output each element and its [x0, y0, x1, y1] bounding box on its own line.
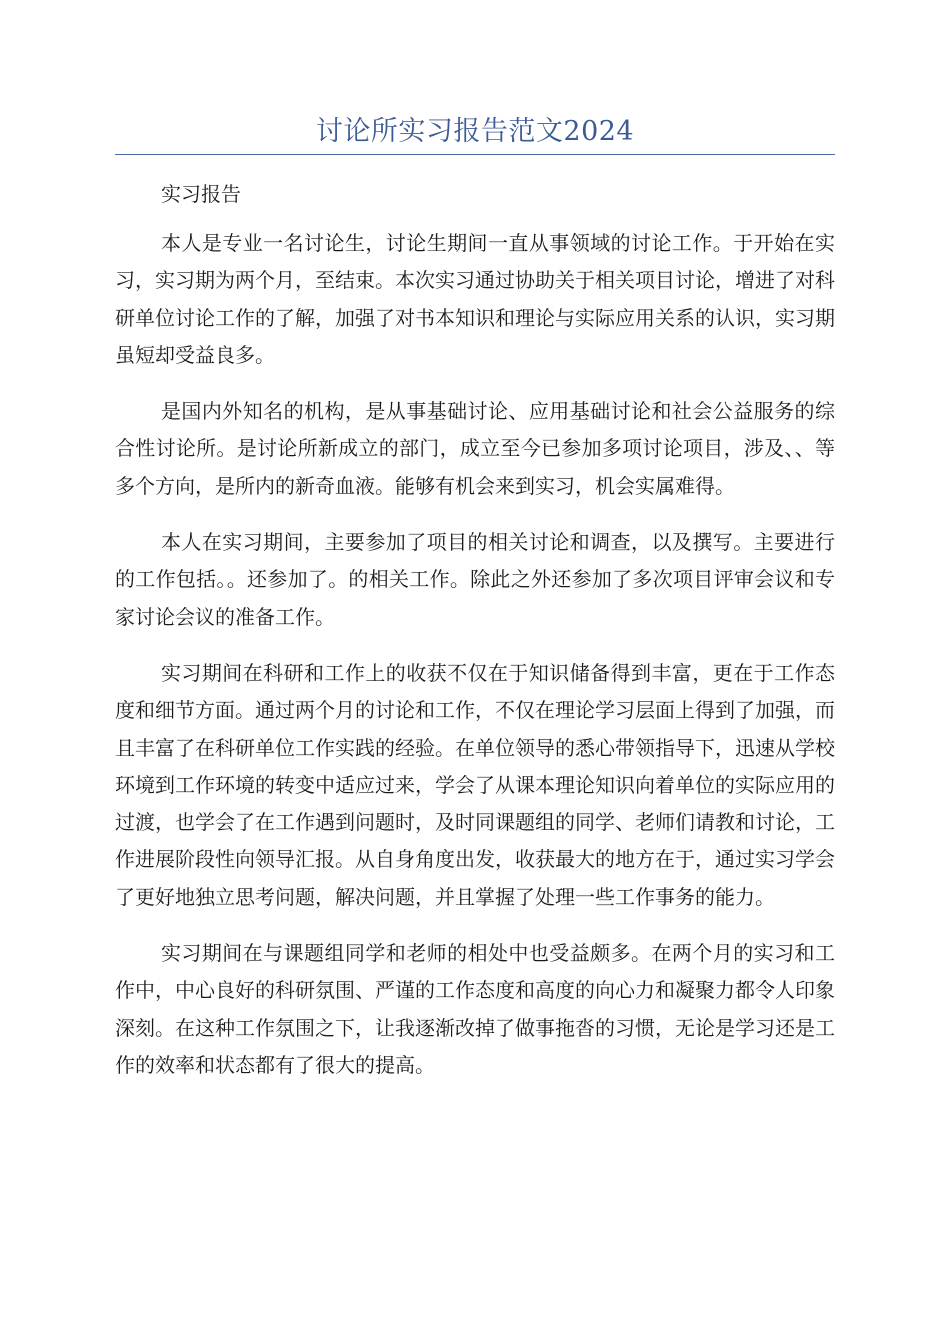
paragraph-5: 实习期间在与课题组同学和老师的相处中也受益颇多。在两个月的实习和工作中，中心良好的科研氛围、严谨的工作态度和高度的向心力和凝聚力都令人印象深刻。在这种工作氛围之下，让我逐渐改掉了做事拖沓的习惯，无论是学习还是工作的效率和状态都有了很大的提高。	[115, 941, 835, 1077]
section-heading: 实习报告	[161, 182, 241, 206]
paragraph-3: 本人在实习期间，主要参加了项目的相关讨论和调查，以及撰写。主要进行的工作包括。。还参加了。的相关工作。除此之外还参加了多次项目评审会议和专家讨论会议的准备工作。	[115, 530, 835, 629]
document-title: 讨论所实习报告范文2024	[315, 116, 635, 147]
paragraph-2: 是国内外知名的机构，是从事基础讨论、应用基础讨论和社会公益服务的综合性讨论所。是讨论所新成立的部门，成立至今已参加多项讨论项目，涉及、、等多个方向，是所内的新奇血液。能够有机会来到实习，机会实属难得。	[115, 399, 835, 498]
title-underline	[115, 154, 835, 155]
paragraph-1: 本人是专业一名讨论生，讨论生期间一直从事领域的讨论工作。于开始在实习，实习期为两个月，至结束。本次实习通过协助关于相关项目讨论，增进了对科研单位讨论工作的了解，加强了对书本知识和理论与实际应用关系的认识，实习期虽短却受益良多。	[115, 231, 835, 367]
paragraph-4: 实习期间在科研和工作上的收获不仅在于知识储备得到丰富，更在于工作态度和细节方面。通过两个月的讨论和工作，不仅在理论学习层面上得到了加强，而且丰富了在科研单位工作实践的经验。在单位领导的悉心带领指导下，迅速从学校环境到工作环境的转变中适应过来，学会了从课本理论知识向着单位的实际应用的过渡，也学会了在工作遇到问题时，及时同课题组的同学、老师们请教和讨论，工作进展阶段性向领导汇报。从自身角度出发，收获最大的地方在于，通过实习学会了更好地独立思考问题，解决问题，并且掌握了处理一些工作事务的能力。	[115, 660, 835, 909]
document-body	[115, 176, 835, 1103]
